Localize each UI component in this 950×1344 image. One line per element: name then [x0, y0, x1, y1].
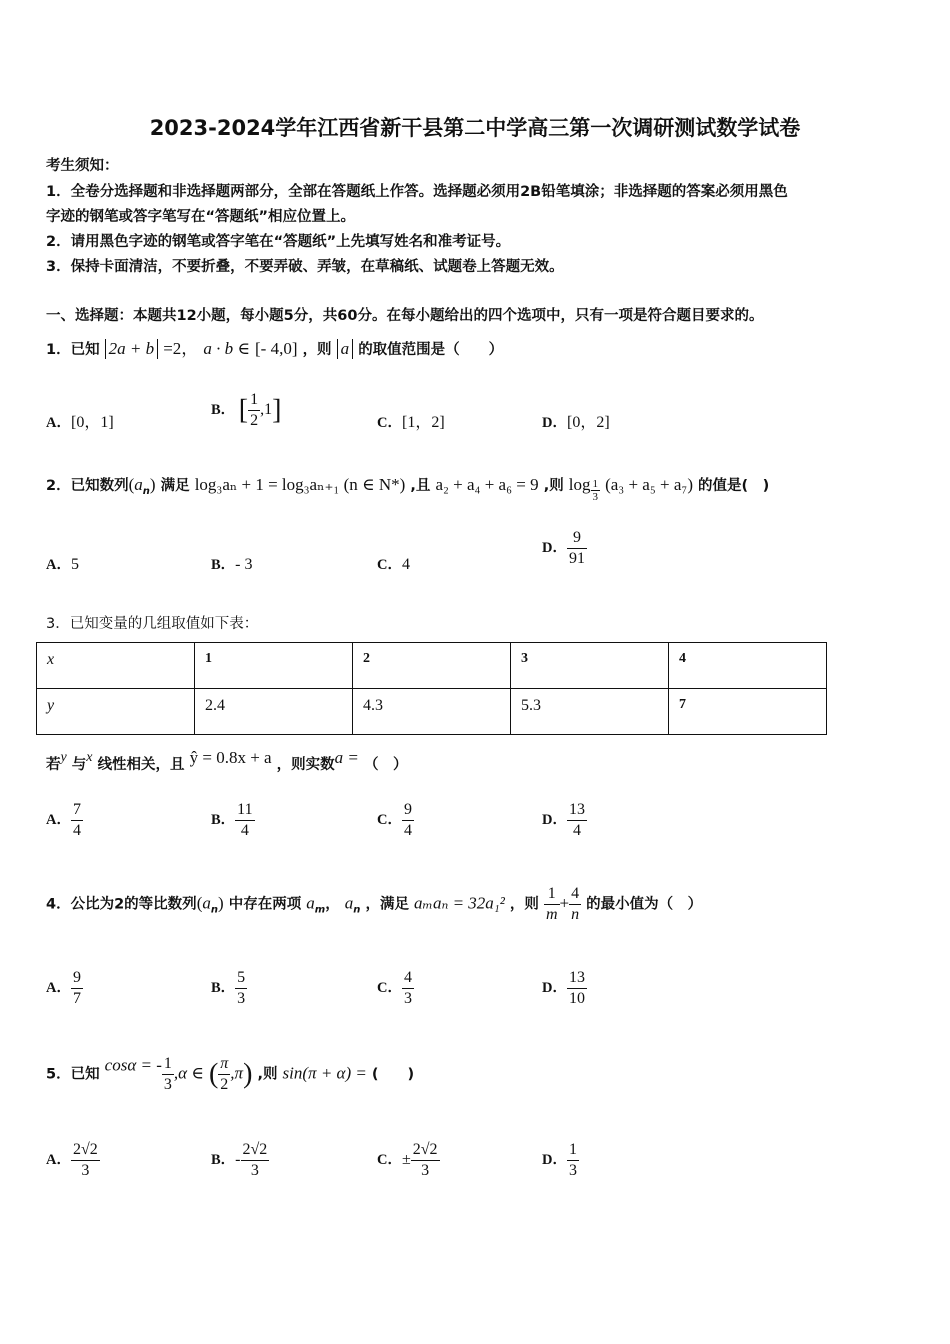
question-3: 3．已知变量的几组取值如下表： — [46, 616, 259, 632]
table-row: x 1 2 3 4 — [37, 643, 827, 689]
q3-option-a[interactable]: A． $\frac{7}{4}$ — [46, 801, 81, 839]
q4-option-b[interactable]: B． $\frac{5}{3}$ — [211, 969, 246, 1007]
q2-option-a[interactable]: A．5 — [46, 556, 79, 573]
notice-heading: 考生须知： — [46, 158, 119, 174]
q1-abs-expr: 2a + b — [105, 339, 158, 359]
q1-prefix: 1．已知 — [46, 342, 100, 358]
q2-option-d[interactable]: D． $\frac{9}{91}$ — [542, 529, 585, 567]
q1-option-d[interactable]: D．[0，2] — [542, 414, 610, 431]
q3-option-c[interactable]: C． $\frac{9}{4}$ — [377, 801, 412, 839]
values-table — [36, 642, 827, 735]
q2-seq: a — [134, 475, 143, 494]
notice-item-1: 1．全卷分选择题和非选择题两部分，全部在答题纸上作答。选择题必须用2B铅笔填涂；非选择题的答案必须用黑色 — [46, 184, 788, 200]
q2-arg: (a₃ + a₅ + a₇) — [605, 475, 693, 494]
question-1 — [46, 334, 503, 359]
q1-option-c[interactable]: C．[1，2] — [377, 414, 445, 431]
q5-option-c[interactable]: C．± $\frac{2√2}{3}$ — [377, 1141, 438, 1179]
question-5: 5．已知 cosα = - $\frac{1}{3}$ ,α ∈ ( $\frac{\pi}{2}$ ,π) ,则 sin(π + α) = ( ) — [46, 1055, 415, 1093]
q2-sum: a₂ + a₄ + a₆ = 9 — [435, 475, 539, 494]
q1-option-b[interactable]: B． [ $\frac{1}{2}$ ,1] — [211, 391, 282, 429]
q5-option-d[interactable]: D． $\frac{1}{3}$ — [542, 1141, 577, 1179]
q5-cos: cosα = - — [104, 1055, 162, 1075]
section-heading: 一、选择题：本题共12小题，每小题5分，共60分。在每小题给出的四个选项中，只有一项是符合题目要求的。 — [46, 308, 764, 324]
q2-condition: log₃aₙ + 1 = log₃aₙ₊₁ (n ∈ N*) — [194, 475, 406, 494]
q1-var: a — [337, 339, 354, 359]
q2-option-b[interactable]: B．- 3 — [211, 556, 253, 573]
q2-option-c[interactable]: C．4 — [377, 556, 410, 573]
q1-option-a[interactable]: A．[0，1] — [46, 414, 114, 431]
q5-option-a[interactable]: A． $\frac{2√2}{3}$ — [46, 1141, 98, 1179]
q4-option-a[interactable]: A． $\frac{9}{7}$ — [46, 969, 81, 1007]
q1-dot-product: a · b ∈ — [203, 339, 250, 358]
question-2: 2．已知数列$(a_n)$ 满足 log₃aₙ + 1 = log₃aₙ₊₁ (n ∈ N*) ,且 a₂ + a₄ + a₆ = 9 ,则 log $\frac{1}{3}$ (a₃ + a₅ + a₇) 的值是( ) — [46, 475, 770, 503]
q4-option-c[interactable]: C． $\frac{4}{3}$ — [377, 969, 412, 1007]
q5-sin: sin(π + α) = — [282, 1063, 367, 1083]
q1-suffix: 的取值范围是（ ） — [358, 342, 504, 358]
q5-option-b[interactable]: B．- $\frac{2√2}{3}$ — [211, 1141, 268, 1179]
page-title: 2023-2024学年江西省新干县第二中学高三第一次调研测试数学试卷 — [149, 116, 801, 140]
q1-then: ，则 — [302, 342, 332, 358]
question-4: 4．公比为2的等比数列$(a_n)$ 中存在两项 $a_m$， $a_n$ ，满足 aₘaₙ = 32a₁² ，则 $\frac{1}{m}$ + $\frac{4}{n}$ 的最小值为（ ） — [46, 885, 703, 923]
q4-condition: aₘaₙ = 32a₁² — [414, 893, 505, 913]
notice-item-2: 2．请用黑色字迹的钢笔或答字笔在“答题纸”上先填写姓名和准考证号。 — [46, 234, 511, 250]
notice-item-3: 3．保持卡面清洁，不要折叠，不要弄破、弄皱，在草稿纸、试题卷上答题无效。 — [46, 259, 564, 275]
q3-option-d[interactable]: D． $\frac{13}{4}$ — [542, 801, 585, 839]
q3-regression: ŷ = 0.8x + a — [189, 748, 272, 767]
q4-option-d[interactable]: D． $\frac{13}{10}$ — [542, 969, 585, 1007]
q3-option-b[interactable]: B． $\frac{11}{4}$ — [211, 801, 253, 839]
table-row: y 2.4 4.3 5.3 7 — [37, 689, 827, 735]
q1-eq: =2， — [163, 339, 199, 358]
notice-item-1-cont: 字迹的钢笔或答字笔写在“答题纸”相应位置上。 — [46, 209, 356, 225]
q3-statement: 若y 与x 线性相关，且 ŷ = 0.8x + a ，则实数a = （ ） — [46, 748, 408, 773]
q1-interval: [- 4,0] — [255, 339, 298, 358]
